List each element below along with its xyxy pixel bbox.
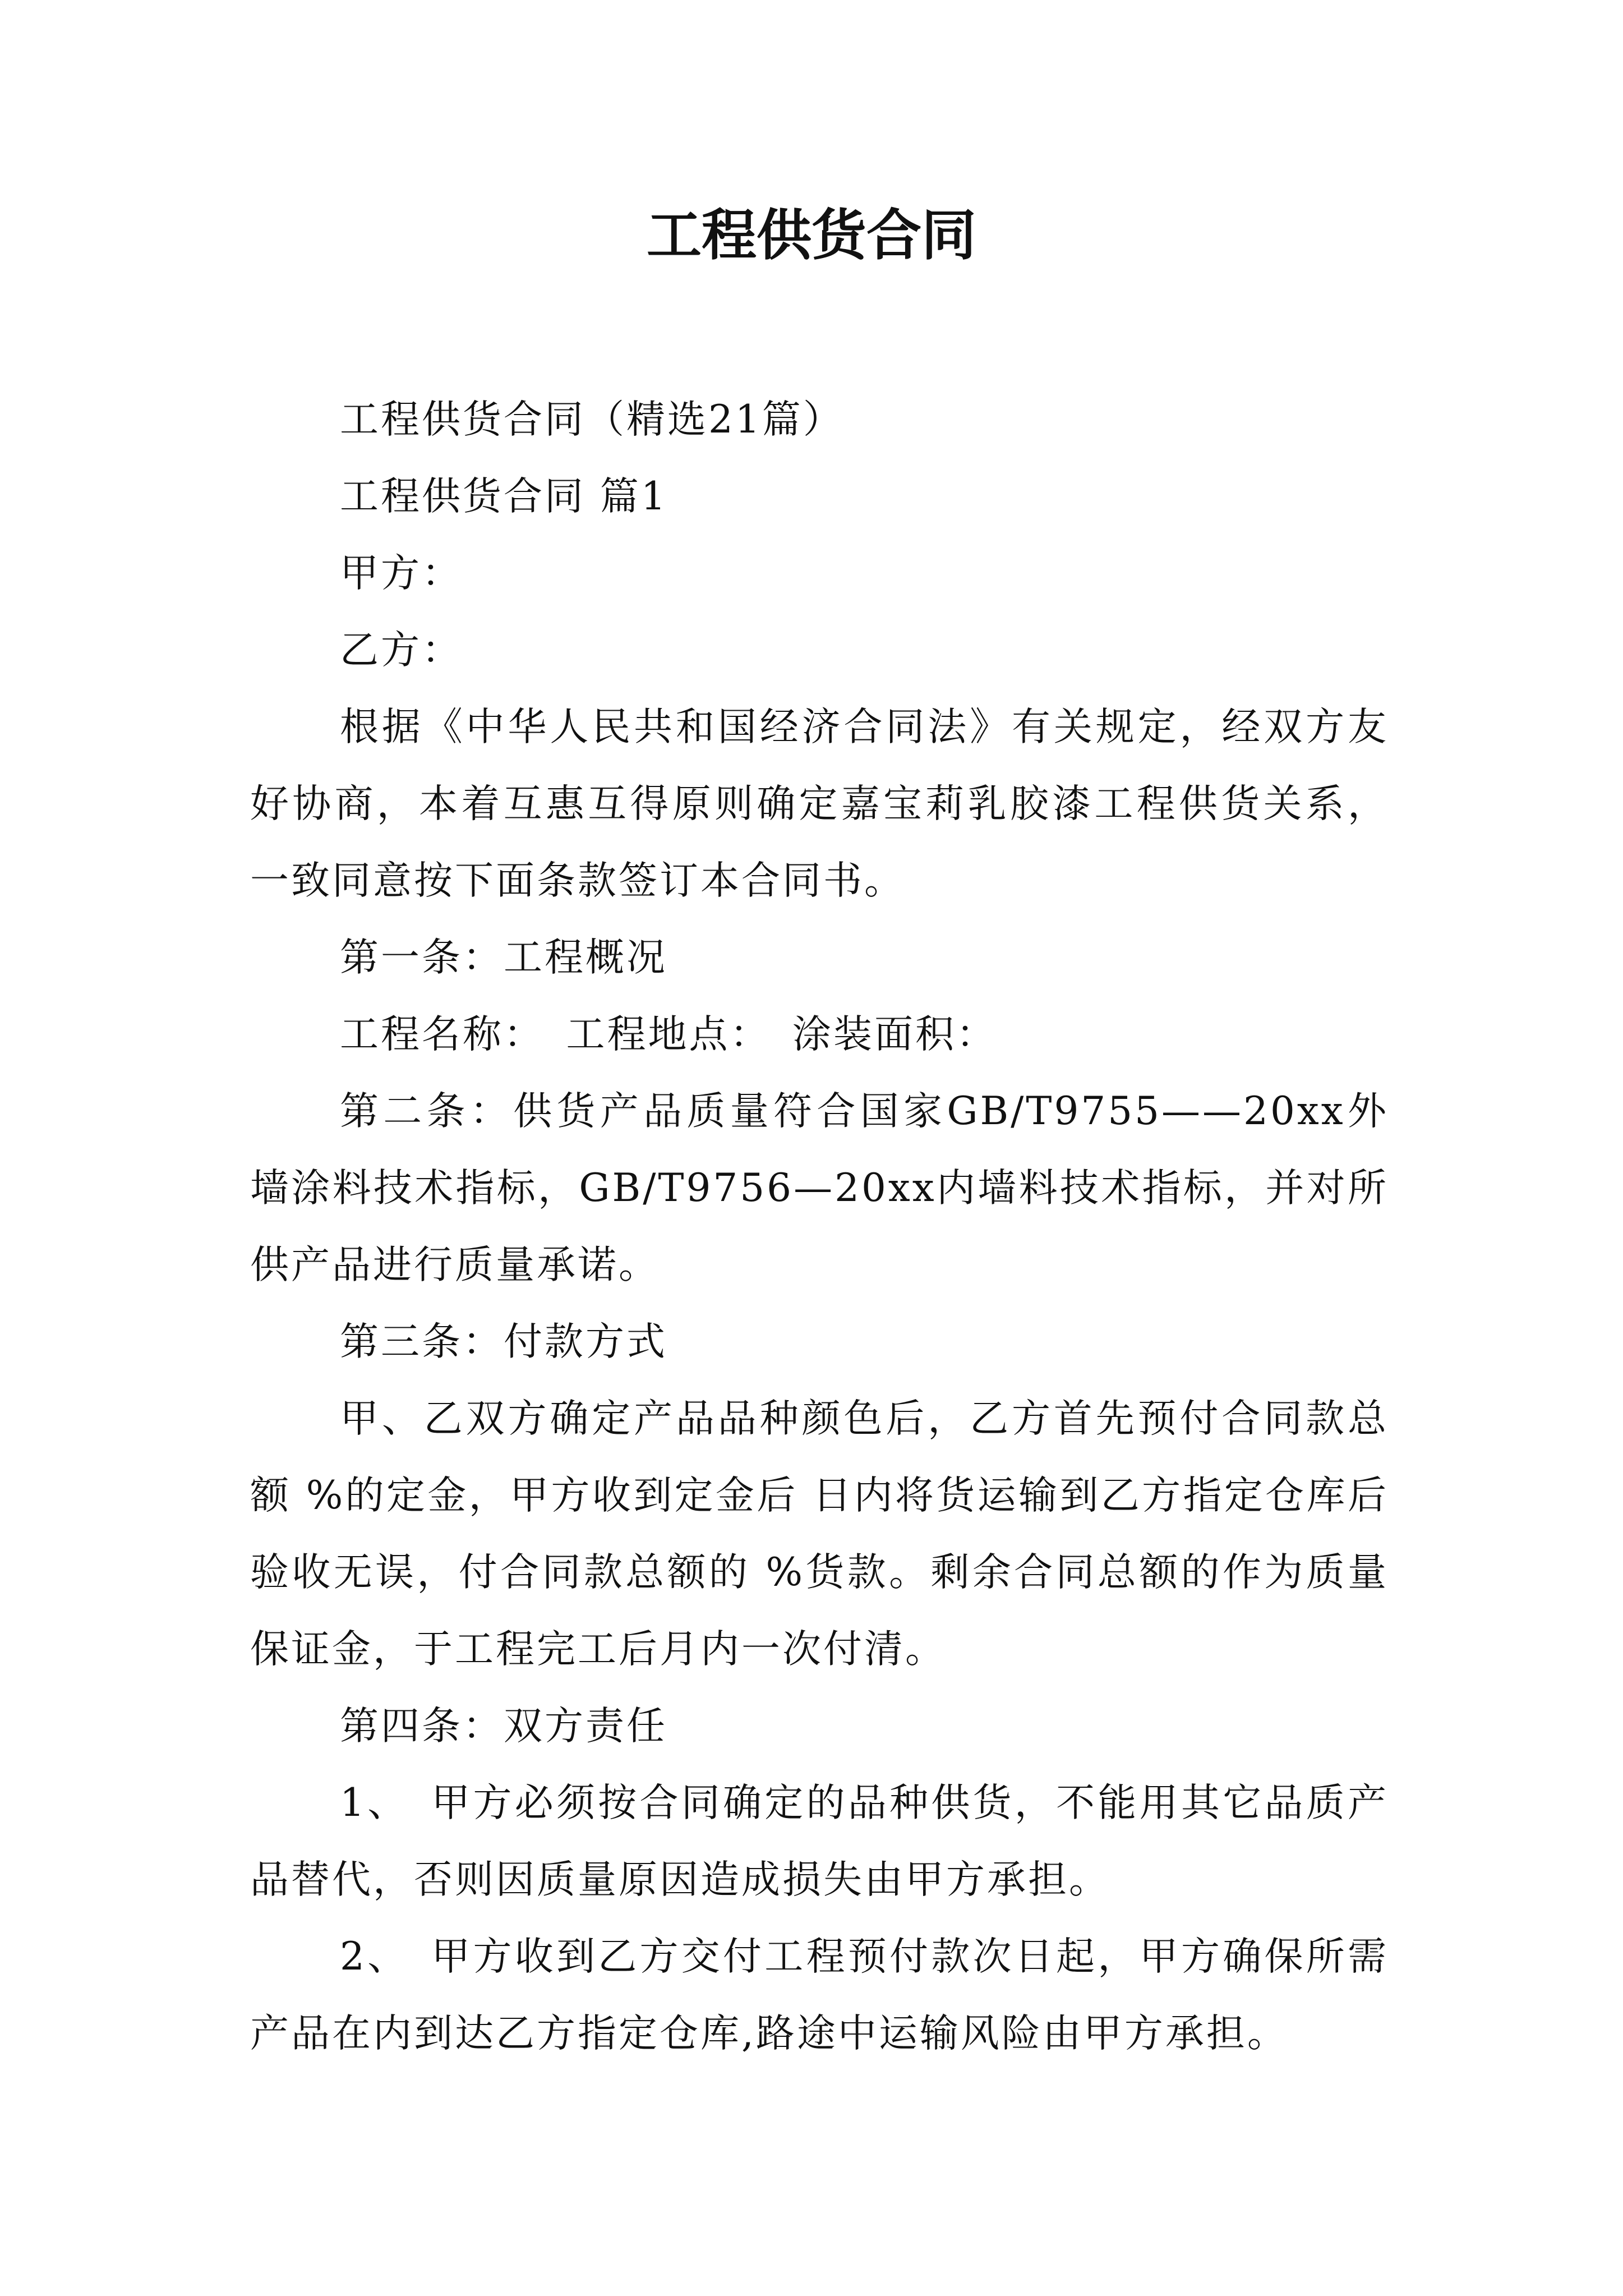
- paragraph-article-3: 第三条：付款方式: [340, 1319, 667, 1364]
- paragraph-section-heading: 工程供货合同 篇1: [340, 474, 668, 519]
- paragraph-subtitle: 工程供货合同（精选21篇）: [340, 397, 844, 442]
- paragraph-party-a: 甲方：: [340, 551, 463, 596]
- paragraph-clause-2: 2、 甲方收到乙方交付工程预付款次日起，甲方确保所需产品在内到达乙方指定仓库,路途中运输风险由甲方承担。: [250, 1934, 1389, 2056]
- paragraph-article-4: 第四条：双方责任: [340, 1704, 667, 1749]
- paragraph-article-2: 第二条：供货产品质量符合国家GB/T9755——20xx外墙涂料技术指标，GB/T9756—20xx内墙料技术指标，并对所供产品进行质量承诺。: [250, 1089, 1389, 1287]
- document-title: 工程供货合同: [646, 203, 976, 268]
- paragraph-payment-terms: 甲、乙双方确定产品品种颜色后，乙方首先预付合同款总额 %的定金，甲方收到定金后 日内将货运输到乙方指定仓库后验收无误，付合同款总额的 %货款。剩余合同总额的作为质量保证金，于工程完工后月内一次付清。: [250, 1396, 1389, 1672]
- document-body: [250, 381, 1389, 2072]
- paragraph-preamble: 根据《中华人民共和国经济合同法》有关规定，经双方友好协商，本着互惠互得原则确定嘉宝莉乳胶漆工程供货关系，一致同意按下面条款签订本合同书。: [250, 705, 1389, 903]
- paragraph-party-b: 乙方：: [340, 628, 463, 673]
- paragraph-article-1: 第一条：工程概况: [340, 935, 667, 980]
- paragraph-clause-1: 1、 甲方必须按合同确定的品种供货，不能用其它品质产品替代，否则因质量原因造成损失由甲方承担。: [250, 1780, 1389, 1902]
- paragraph-project-info: 工程名称： 工程地点： 涂装面积：: [340, 1012, 997, 1057]
